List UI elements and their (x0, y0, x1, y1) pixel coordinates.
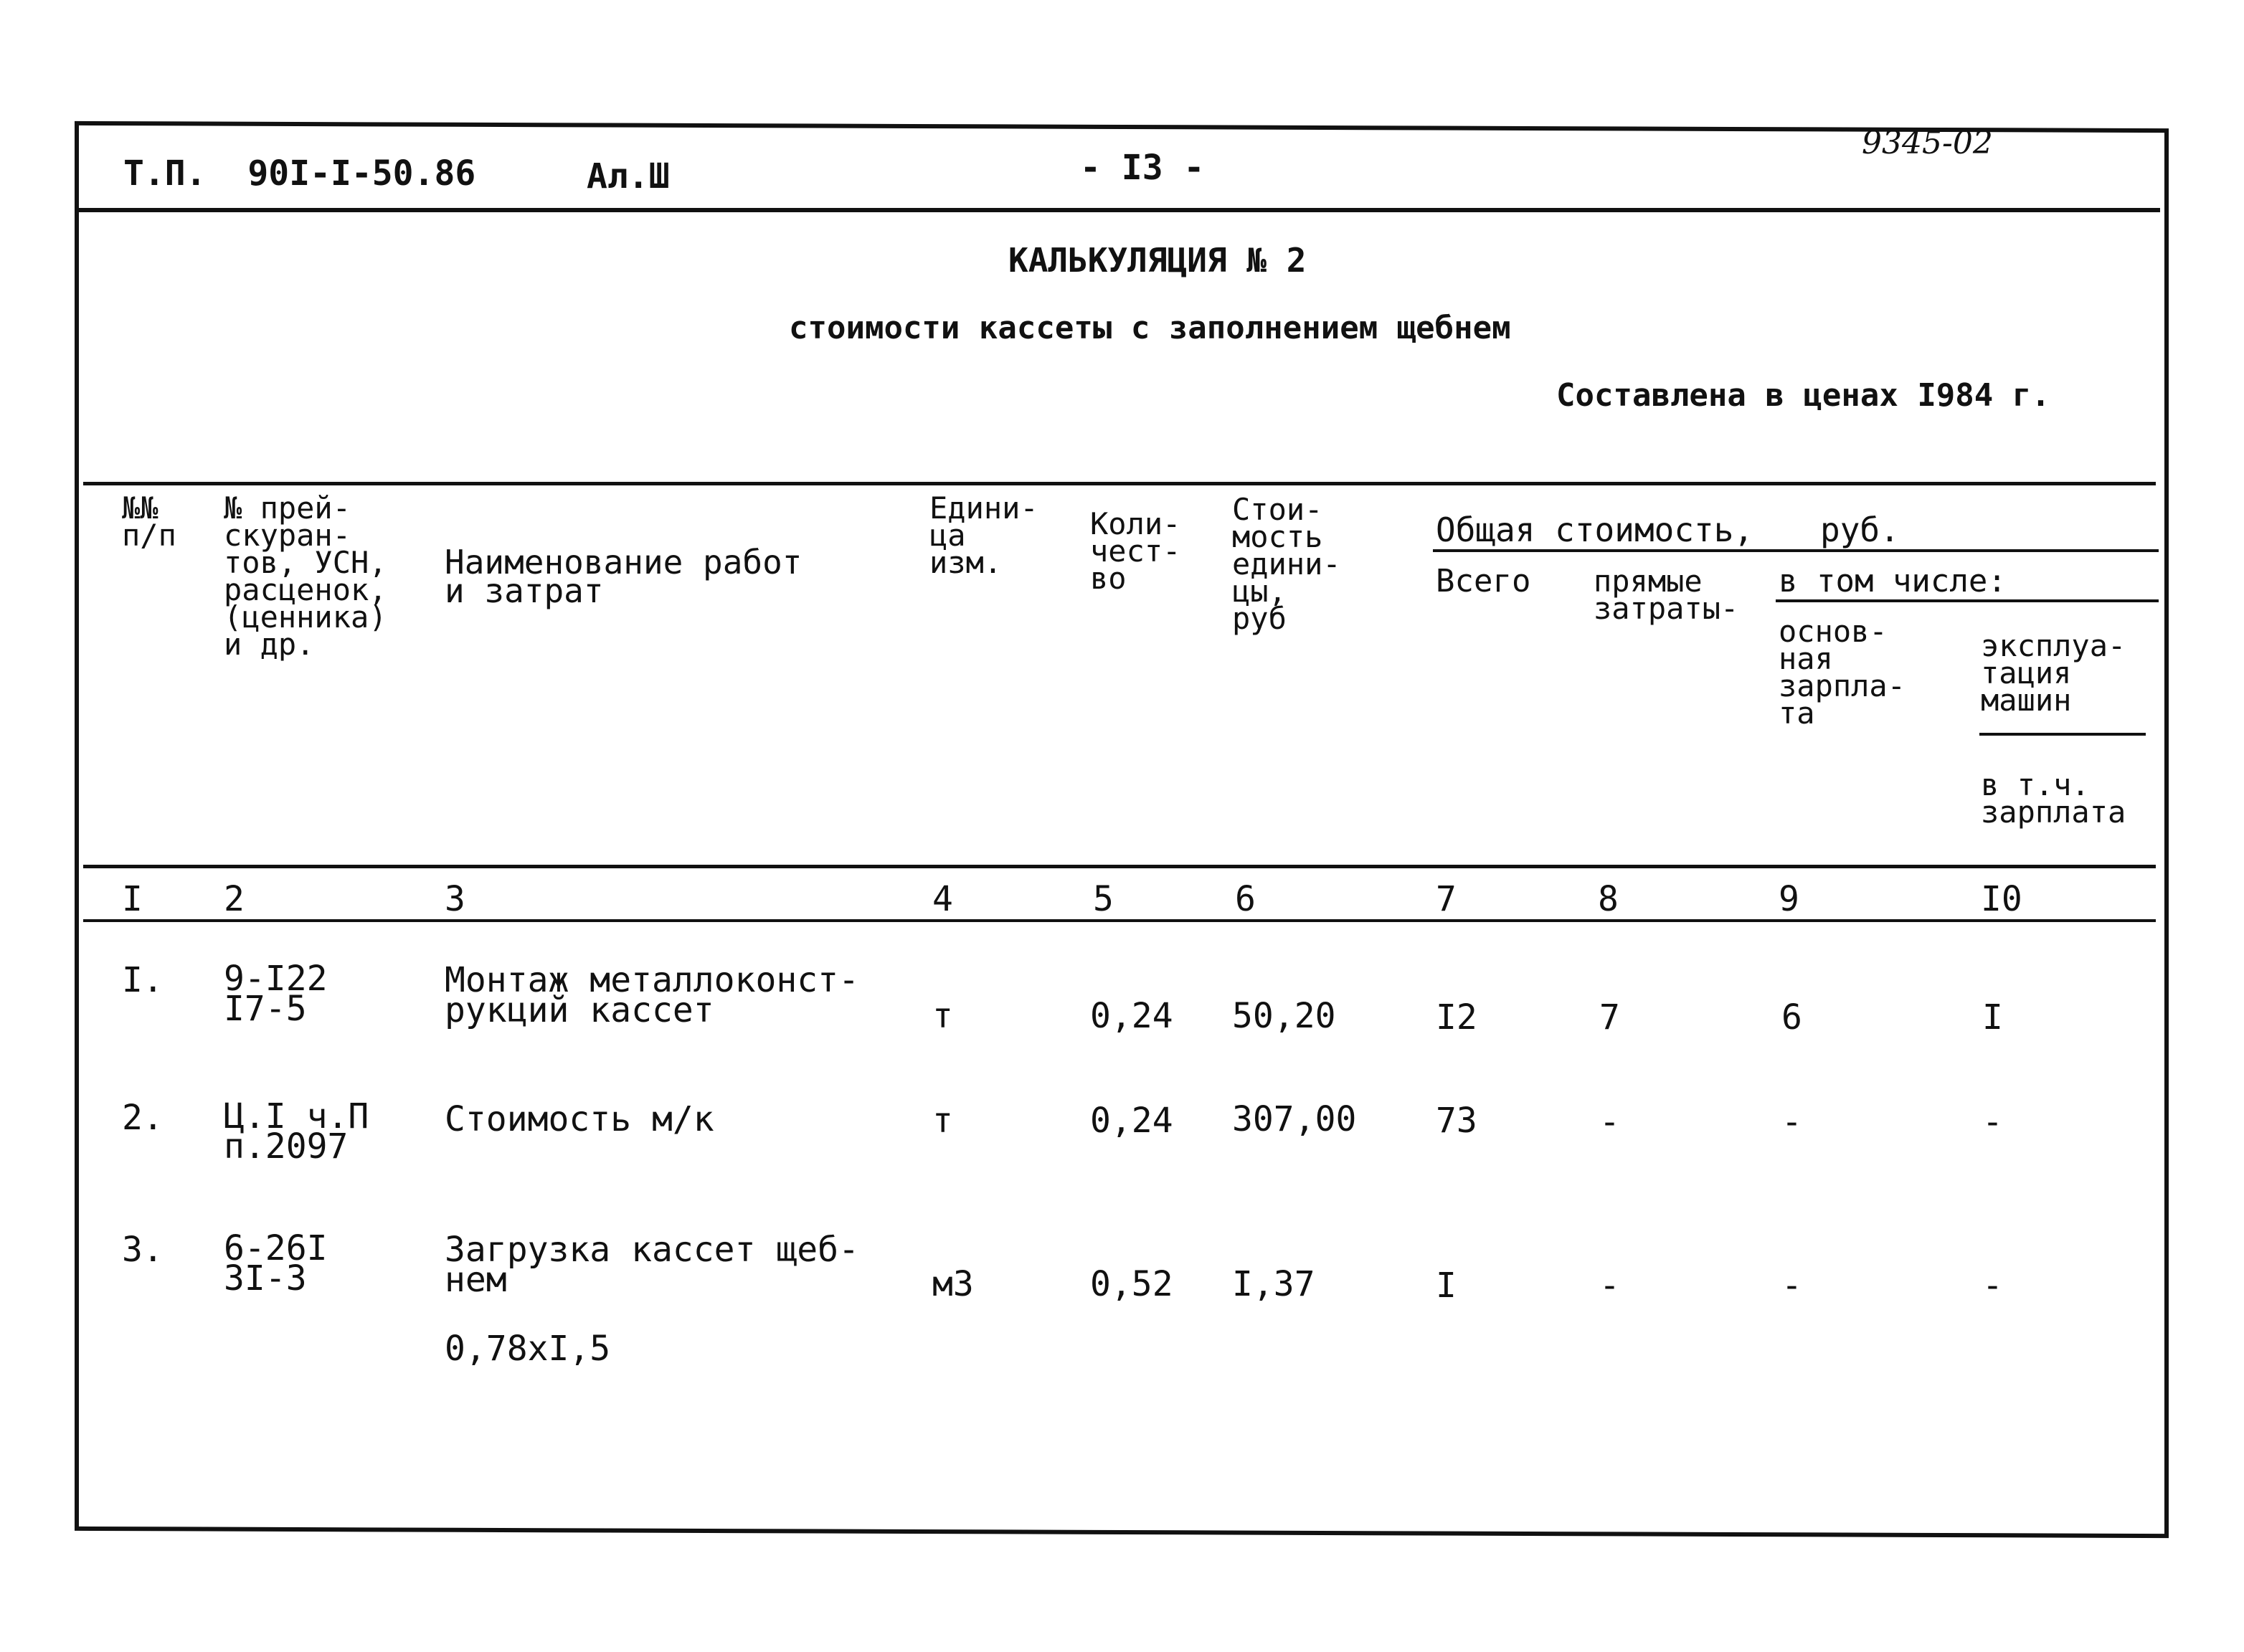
col-header-3: Наименование работ и затрат (445, 543, 803, 610)
col-number: 6 (1235, 879, 1256, 919)
col-group-total: Общая стоимость, (1436, 511, 1754, 549)
handwritten-number: 9345-02 (1862, 125, 1993, 161)
calc-subtitle: стоимости кассеты с заполнением щебнем (789, 310, 1511, 346)
col-number: 8 (1598, 879, 1619, 919)
table-row-total: I (1436, 1266, 1457, 1306)
table-row-code: Ц.I ч.П п.2097 (224, 1096, 369, 1167)
col-header-10: эксплуа- тация машин (1981, 628, 2126, 718)
album-label: Ал.Ш (587, 156, 670, 196)
table-row-unit: т (932, 1101, 953, 1141)
incl-rule (1776, 599, 2159, 602)
col-header-6: Стои- мость едини- цы, руб (1232, 492, 1341, 636)
table-row-note: 0,78хI,5 (445, 1329, 611, 1369)
table-row-qty: 0,52 (1090, 1264, 1173, 1304)
header-rule (77, 208, 2160, 212)
col-header-7: Всего (1436, 563, 1531, 599)
table-row-price: 50,20 (1232, 996, 1336, 1036)
col-number: 9 (1779, 879, 1799, 919)
table-row-unit: м3 (932, 1264, 974, 1304)
table-row-wage: - (1781, 1102, 1802, 1142)
table-row-price: 307,00 (1232, 1099, 1357, 1139)
table-row-price: I,37 (1232, 1264, 1315, 1304)
group-rule (1433, 549, 2159, 552)
table-top-rule (83, 482, 2156, 485)
table-row-code: 6-26I 3I-3 (224, 1228, 328, 1299)
table-row-total: 73 (1436, 1101, 1477, 1141)
table-row-direct: - (1599, 1266, 1620, 1306)
doc-code: Т.П. 90I-I-50.86 (123, 153, 476, 194)
table-row-direct: - (1599, 1102, 1620, 1142)
col-header-8: прямые затраты- (1594, 564, 1739, 626)
table-row-wage: 6 (1781, 997, 1802, 1038)
col-number: I (122, 879, 143, 919)
col-number: 2 (224, 879, 245, 919)
col-number: 3 (445, 879, 465, 919)
col-header-1: №№ п/п (122, 490, 176, 553)
col-number: 4 (932, 879, 953, 919)
calc-title: КАЛЬКУЛЯЦИЯ № 2 (1008, 241, 1307, 280)
table-row-machine: - (1982, 1102, 2003, 1142)
table-row-name: Стоимость м/к (445, 1099, 714, 1139)
page-number: - I3 - (1080, 148, 1205, 188)
header-bottom-rule (83, 865, 2156, 868)
machine-rule (1979, 733, 2146, 736)
table-row-number: 2. (122, 1098, 164, 1138)
table-row-name: Загрузка кассет щеб- нем (445, 1230, 859, 1300)
prices-note: Составлена в ценах I984 г. (1556, 377, 2050, 414)
col-number: I0 (1981, 879, 2022, 919)
table-row-code: 9-I22 I7-5 (224, 959, 328, 1029)
numbers-rule (83, 919, 2156, 922)
col-header-4: Едини- ца изм. (929, 490, 1038, 580)
table-row-name: Монтаж металлоконст- рукций кассет (445, 960, 859, 1030)
col-header-2: № прей- скуран- тов, УСН, расценок, (ценника) и др. (224, 490, 387, 662)
col-header-5: Коли- чест- во (1090, 506, 1181, 596)
table-row-qty: 0,24 (1090, 996, 1173, 1036)
table-row-total: I2 (1436, 997, 1477, 1038)
col-header-9: основ- ная зарпла- та (1779, 614, 1906, 731)
table-row-number: I. (122, 960, 164, 1000)
table-row-number: 3. (122, 1230, 164, 1270)
table-row-machine: - (1982, 1266, 2003, 1306)
table-row-direct: 7 (1599, 997, 1620, 1038)
table-row-wage: - (1781, 1266, 1802, 1306)
col-header-10b: в т.ч. зарплата (1981, 767, 2126, 830)
col-number: 5 (1093, 879, 1114, 919)
col-group-unit: руб. (1820, 511, 1900, 549)
col-incl: в том числе: (1779, 563, 2007, 599)
table-row-qty: 0,24 (1090, 1101, 1173, 1141)
col-number: 7 (1436, 879, 1457, 919)
table-row-unit: т (932, 996, 953, 1036)
table-row-machine: I (1982, 997, 2003, 1038)
